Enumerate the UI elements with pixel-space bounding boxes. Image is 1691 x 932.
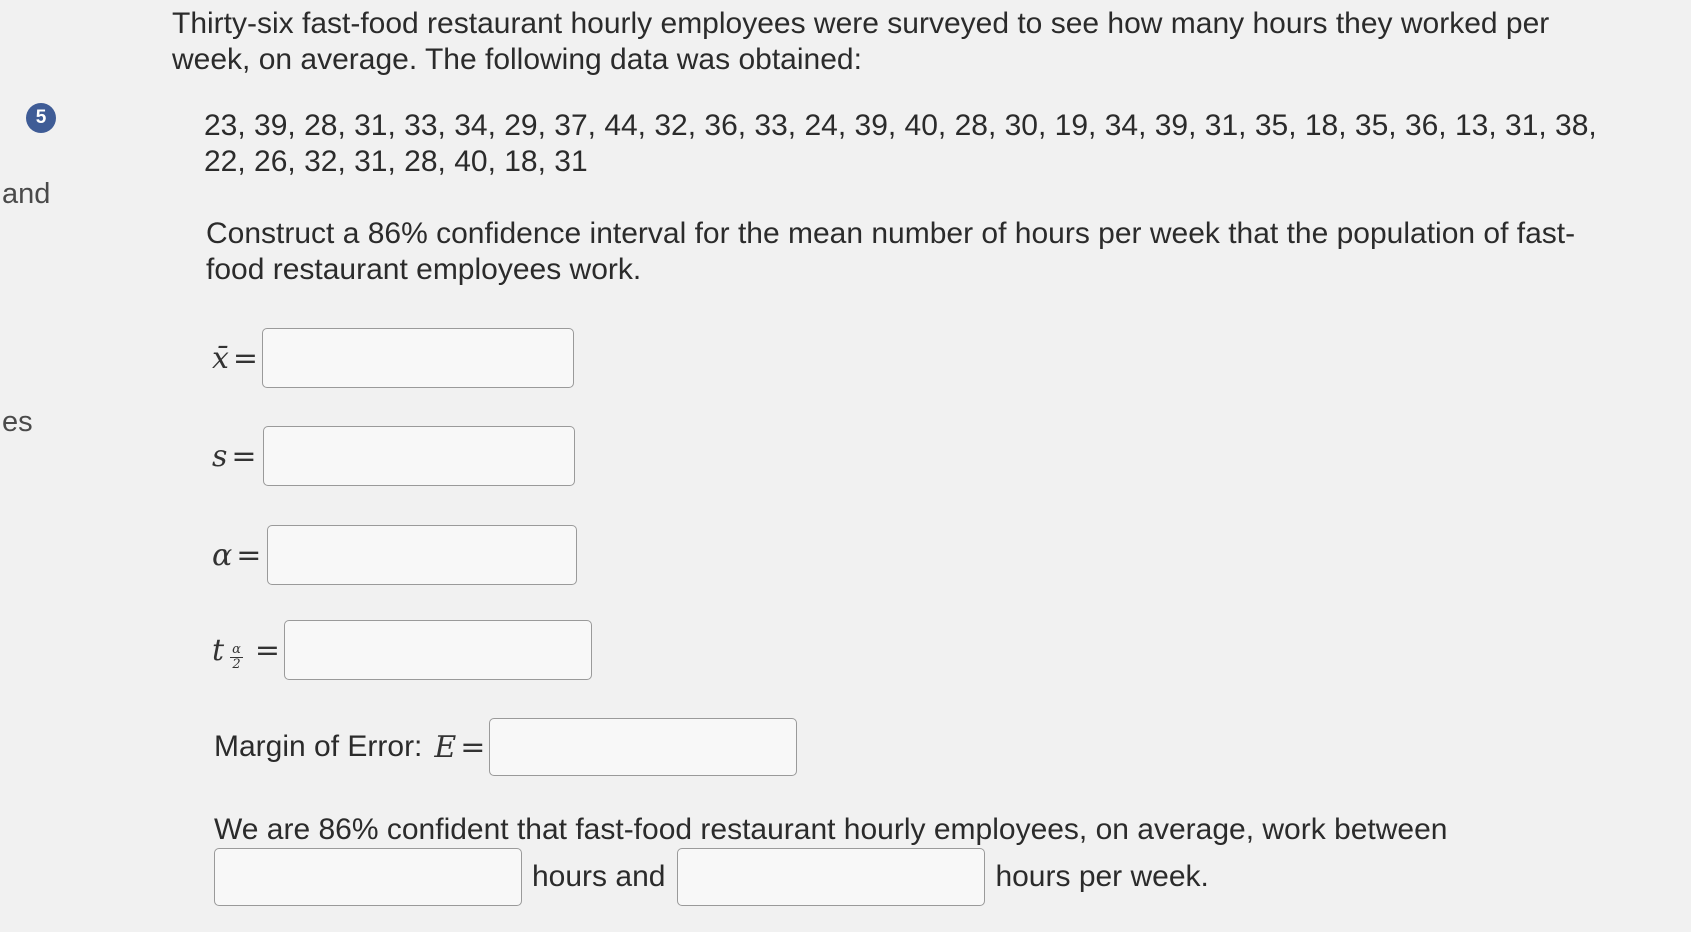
alpha-over-two-subscript: $\frac{\alpha}{2}$: [232, 641, 241, 672]
question-dataset: 23, 39, 28, 31, 33, 34, 29, 37, 44, 32, 36, 33, 24, 39, 40, 28, 30, 19, 34, 39, 31, 35, 18, 35, 36, 13, 31, 38, 22, 26, 32, 31, 28, 40, 18, 31: [204, 109, 1597, 178]
xbar-row: [212, 328, 574, 388]
s-label: s =: [212, 438, 257, 474]
alpha-row: [212, 525, 577, 585]
s-input[interactable]: [263, 426, 575, 486]
xbar-label: x̄ =: [212, 340, 259, 376]
xbar-input[interactable]: [262, 328, 574, 388]
sidebar-fragment-es: es: [2, 406, 33, 438]
t-critical-label: t $\frac{\alpha}{2}$ =: [212, 632, 280, 672]
alpha-label: α =: [212, 537, 262, 573]
t-critical-row: [212, 620, 592, 680]
lower-bound-input[interactable]: [214, 848, 522, 906]
interval-row: [214, 848, 1209, 906]
s-row: [212, 426, 575, 486]
upper-bound-input[interactable]: [677, 848, 985, 906]
margin-of-error-symbol: E =: [434, 729, 486, 765]
question-task: Construct a 86% confidence interval for the mean number of hours per week that the population of fast-food restaurant employees work.: [206, 217, 1576, 286]
margin-of-error-row: [214, 718, 797, 776]
question-intro: Thirty-six fast-food restaurant hourly employees were surveyed to see how many hours they worked per week, on average. The following data was obtained:: [172, 7, 1550, 76]
hours-and-label: hours and: [532, 860, 666, 893]
margin-of-error-label: Margin of Error:: [214, 730, 423, 763]
alpha-input[interactable]: [267, 525, 577, 585]
t-critical-input[interactable]: [284, 620, 592, 680]
conclusion-sentence: We are 86% confident that fast-food restaurant hourly employees, on average, work between: [214, 813, 1448, 846]
sidebar-fragment-and: and: [2, 178, 51, 210]
hours-per-week-label: hours per week.: [995, 860, 1209, 893]
question-number-badge[interactable]: 5: [26, 103, 56, 133]
margin-of-error-input[interactable]: [489, 718, 797, 776]
